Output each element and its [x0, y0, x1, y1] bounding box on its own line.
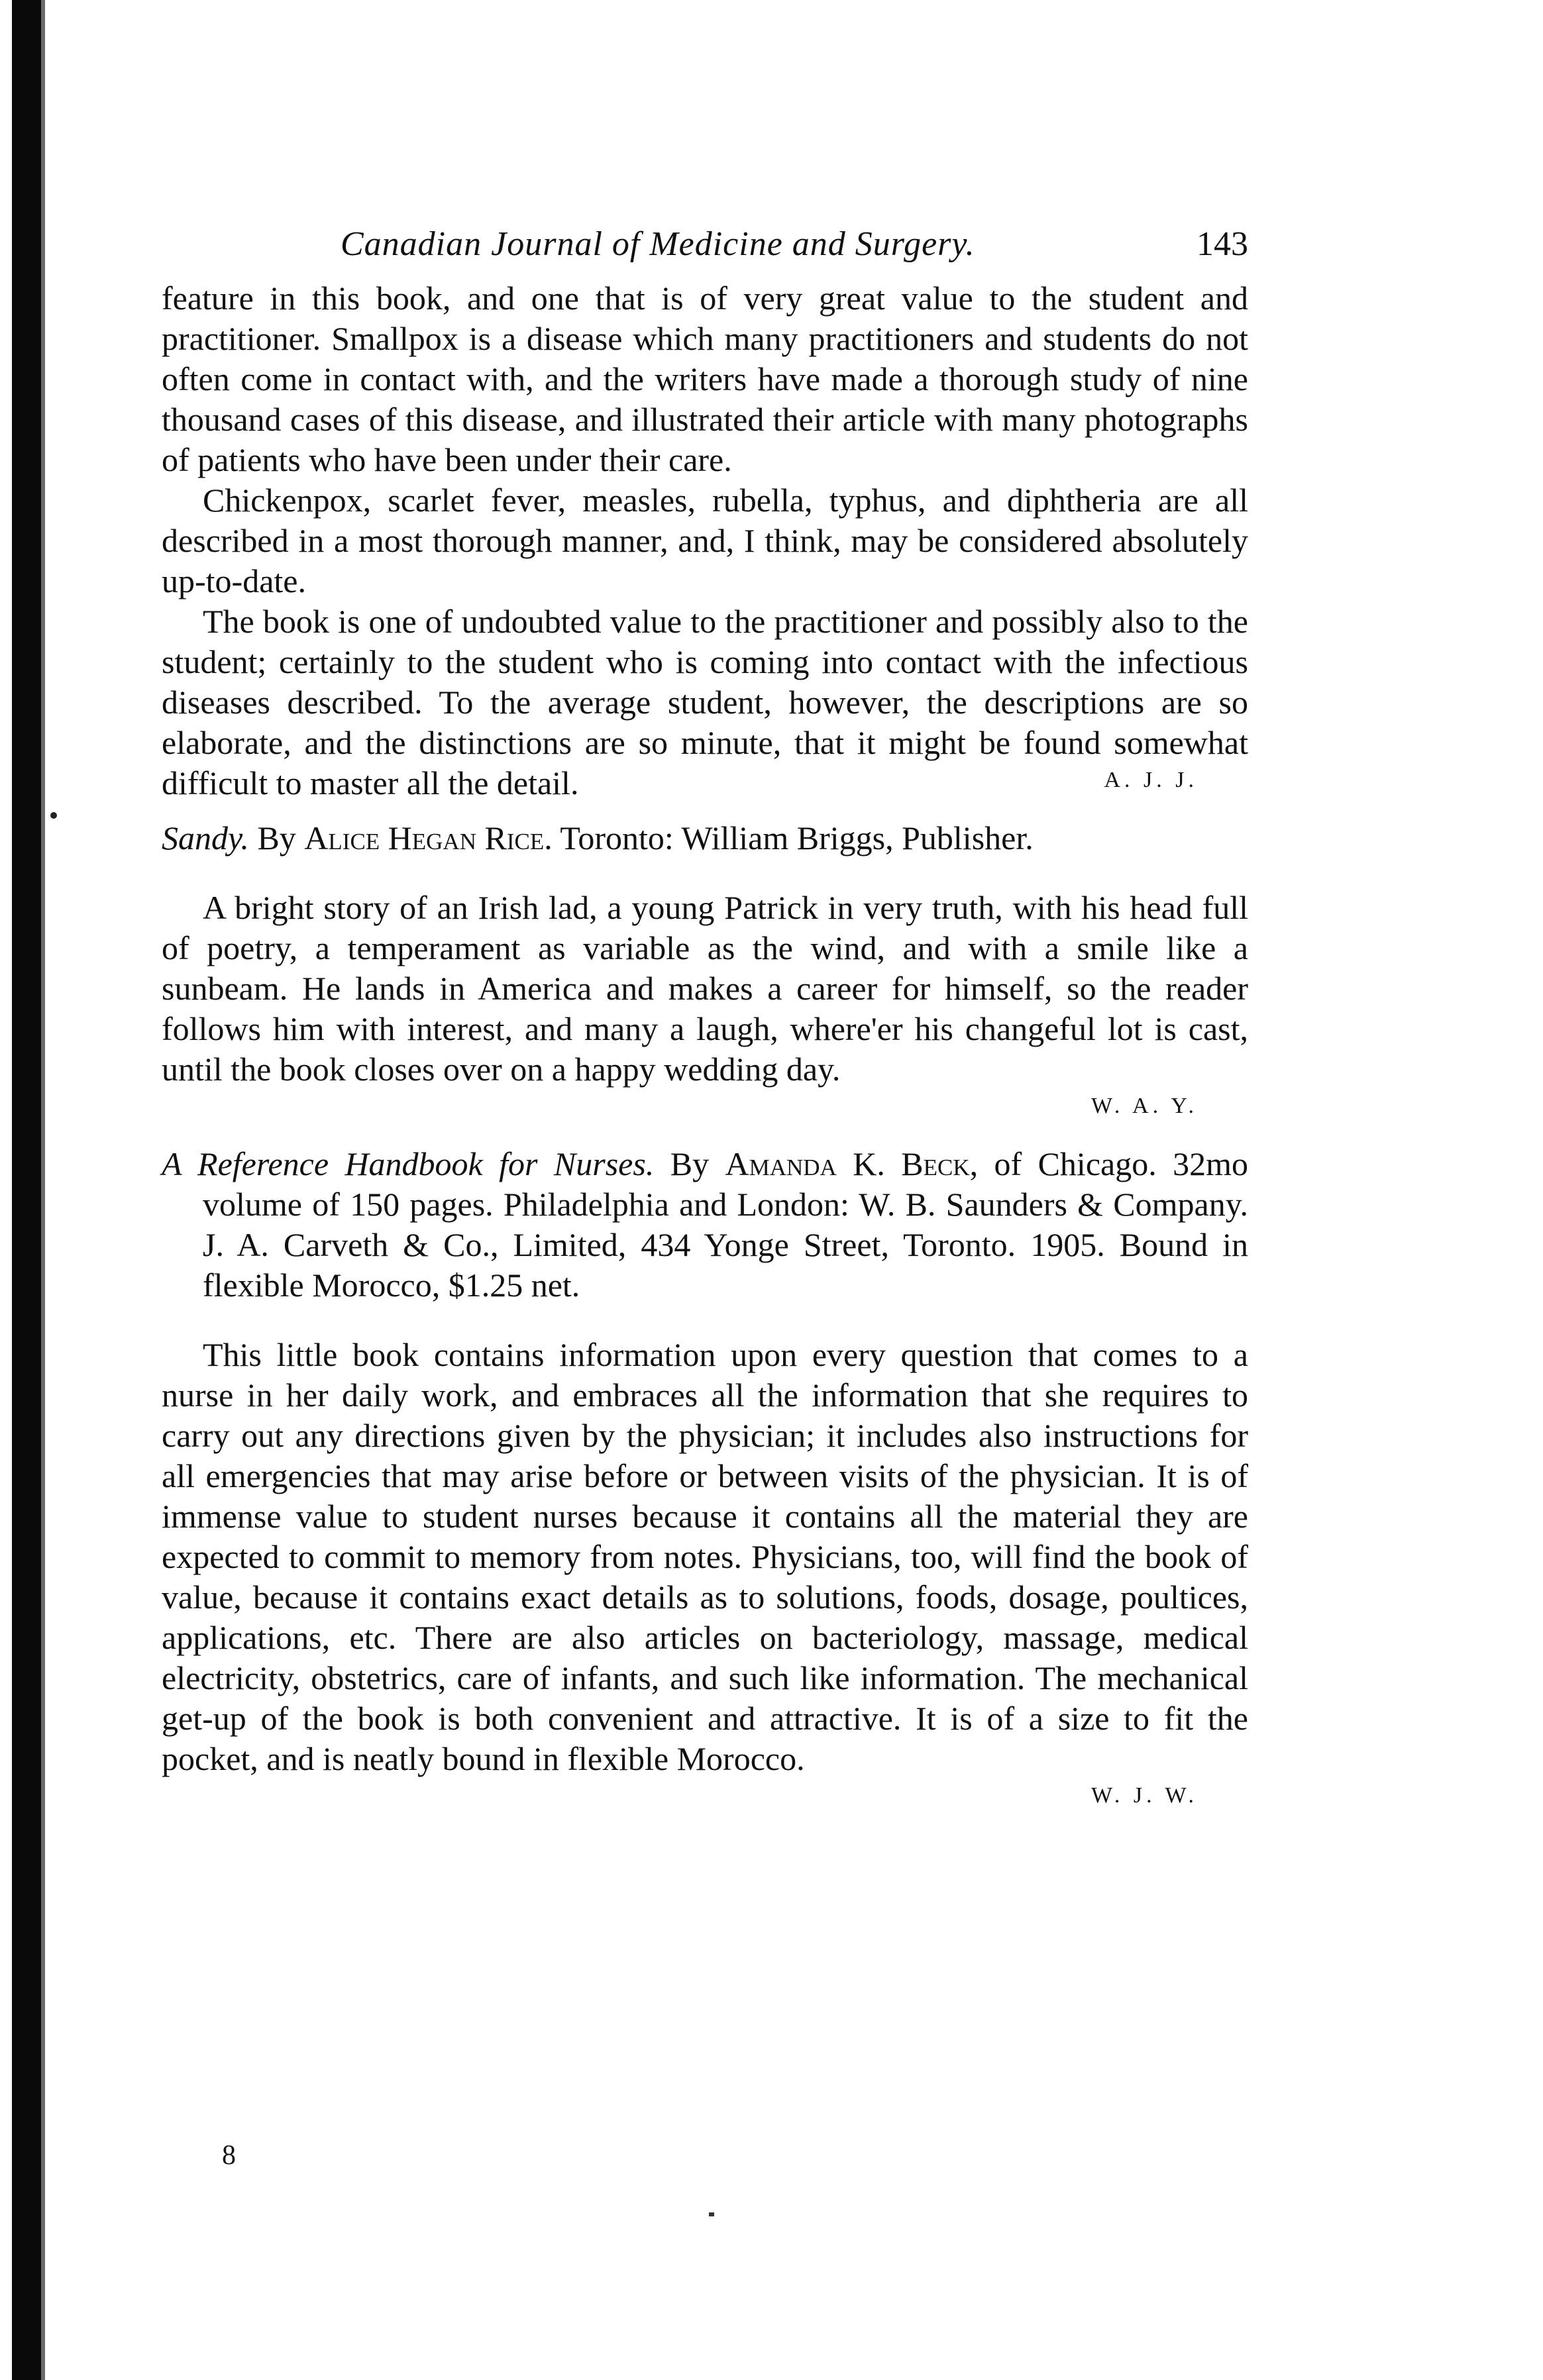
scan-edge-fringe	[41, 0, 45, 2380]
review-nurses-handbook	[162, 1144, 1248, 1812]
by-word: By	[670, 1145, 710, 1182]
signature-mark: 8	[222, 2140, 236, 2171]
reviewer-signature: W. A. Y.	[1091, 1094, 1198, 1118]
print-speck	[709, 2212, 714, 2216]
book-heading	[162, 818, 1248, 858]
book-title: Sandy.	[162, 819, 249, 856]
journal-title: Canadian Journal of Medicine and Surgery.	[341, 225, 975, 263]
scan-binding-edge	[12, 0, 41, 2380]
book-title: A Reference Handbook for Nurses.	[162, 1145, 655, 1182]
publisher-info: Toronto: William Briggs, Publisher.	[560, 819, 1034, 856]
review-paragraph: This little book contains information upon every question that comes to a nurse in her daily work, and embraces all the information that she requires to carry out any directions given by the physician; it includes also instructions for all emergencies that may arise before or between visits of the physician. It is of immense value to student nurses because it contains all the material they are expected to commit to memory from notes. Physicians, too, will find the book of value, because it contains exact details as to solutions, foods, dosage, poultices, applications, etc. There are also articles on bacteriology, massage, medical electricity, obstetrics, care of infants, and such like information. The mechanical get-up of the book is both convenient and attractive. It is of a size to fit the pocket, and is neatly bound in flexible Morocco.	[162, 1336, 1248, 1777]
review-paragraph: A bright story of an Irish lad, a young Patrick in very truth, with his head full of poetry, a temperament as variable as the wind, and with a smile like a sunbeam. He lands in America and makes a career for himself, so the reader follows him with interest, and many a laugh, where'er his changeful lot is cast, until the book closes over on a happy wedding day.	[162, 889, 1248, 1088]
review-paragraph: feature in this book, and one that is of very great value to the student and practitioner. Smallpox is a disease which many practitioners and students do not often come in contact with, and the writers have made a thorough study of nine thousand cases of this disease, and illustrated their article with many photographs of patients who have been under their care.	[162, 280, 1248, 478]
publisher-info: of Chicago. 32mo volume of 150 pages. Philadelphia and London: W. B. Saunders & Company. J. A. Carveth & Co., Limited, 434 Yonge Street, Toronto. 1905. Bound in flexible Morocco, $1.25 net.	[203, 1145, 1248, 1304]
reviewer-signature: W. J. W.	[1091, 1783, 1198, 1808]
review-infectious-diseases	[162, 278, 1248, 802]
review-paragraph: Chickenpox, scarlet fever, measles, rubella, typhus, and diphtheria are all described in a most thorough manner, and, I think, may be considered absolutely up-to-date.	[162, 482, 1248, 599]
page-number: 143	[1197, 225, 1248, 263]
by-word: By	[257, 819, 296, 856]
book-heading	[162, 1144, 1248, 1306]
journal-page	[162, 224, 1248, 1812]
book-author: Alice Hegan Rice.	[304, 819, 553, 856]
scan-speck	[50, 812, 57, 819]
reviewer-signature: A. J. J.	[1104, 768, 1198, 792]
review-sandy	[162, 818, 1248, 1123]
review-paragraph: The book is one of undoubted value to the practitioner and possibly also to the student; certainly to the student who is coming into contact with the infectious diseases described. To the average student, however, the descriptions are so elaborate, and the distinctions are so minute, that it might be found somewhat difficult to master all the detail.	[162, 603, 1248, 802]
running-head	[162, 224, 1248, 277]
book-author: Amanda K. Beck,	[725, 1145, 979, 1182]
